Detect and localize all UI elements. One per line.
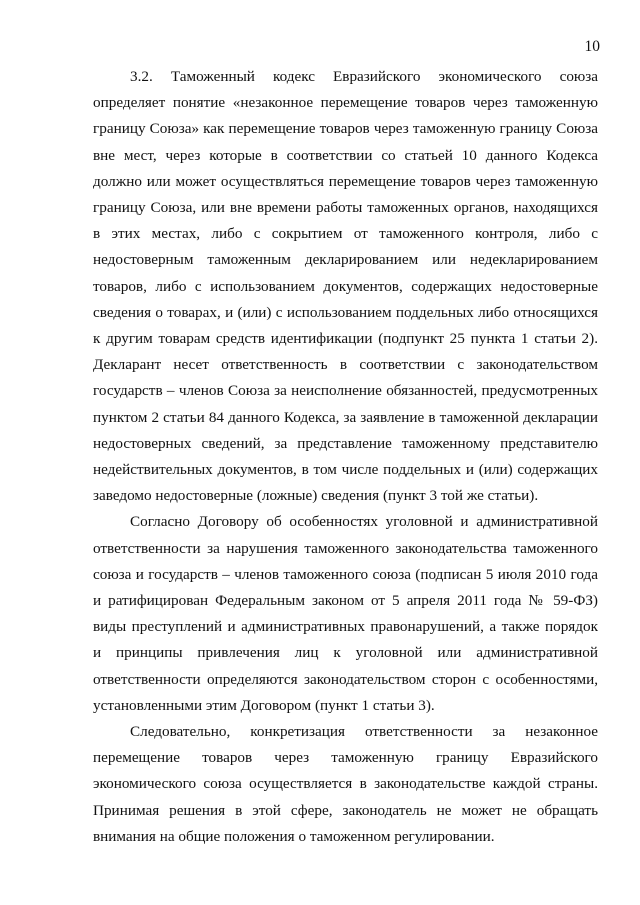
paragraph-conclusion: Следовательно, конкретизация ответственности за незаконное перемещение товаров через таможенную границу Евразийского экономического союза осуществляется в законодательстве каждой страны. Принимая решения в этой сфере, законодатель не может не обращать внимания на общие положения о таможенном регулировании.: [93, 723, 598, 845]
paragraph-customs-code-definition: 3.2. Таможенный кодекс Евразийского экономического союза определяет понятие «незаконное перемещение товаров через таможенную границу Союза» как перемещение товаров через таможенную границу Союза вне мест, через которые в соответствии со статьей 10 данного Кодекса должно или может осуществляться перемещение товаров через таможенную границу Союза, или вне времени работы таможенных органов, находящихся в этих местах, либо с сокрытием от таможенного контроля, либо с недостоверным таможенным декларированием или недекларированием товаров, либо с использованием документов, содержащих недостоверные сведения о товарах, и (или) с использованием поддельных либо относящихся к другим товарам средств идентификации (подпункт 25 пункта 1 статьи 2). Декларант несет ответственность в соответствии с законодательством государств – членов Союза за неисполнение обязанностей, предусмотренных пунктом 2 статьи 84 данного Кодекса, за заявление в таможенной декларации недостоверных сведений, за представление таможенному представителю недействительных документов, в том числе поддельных и (или) содержащих заведомо недостоверные (ложные) сведения (пункт 3 той же статьи).: [93, 68, 598, 505]
paragraph-treaty-liability: Согласно Договору об особенностях уголовной и административной ответственности за нарушения таможенного законодательства таможенного союза и государств – членов таможенного союза (подписан 5 июля 2010 года и ратифицирован Федеральным законом от 5 апреля 2011 года № 59-ФЗ) виды преступлений и административных правонарушений, а также порядок и принципы привлечения лиц к уголовной или административной ответственности определяются законодательством сторон с особенностями, установленными этим Договором (пункт 1 статьи 3).: [93, 513, 598, 714]
page-number: 10: [584, 38, 600, 55]
document-body: [93, 64, 598, 850]
